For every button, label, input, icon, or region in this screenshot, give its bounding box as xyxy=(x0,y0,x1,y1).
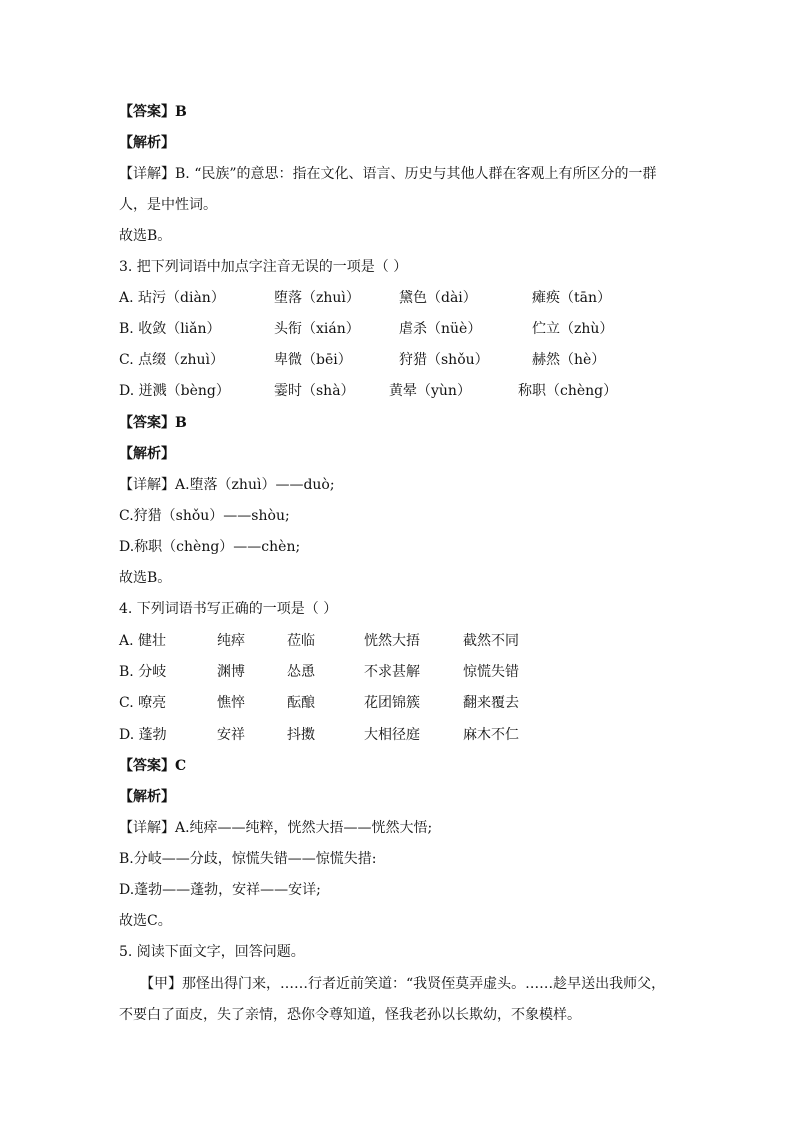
q2-analysis-heading: 【解析】 xyxy=(119,135,175,151)
option-item: 纯瘁 xyxy=(217,633,245,649)
option-item: 酝酿 xyxy=(287,695,315,711)
q4-conclusion: 故选C。 xyxy=(119,913,172,929)
option-item: 抖擞 xyxy=(287,727,315,743)
option-item: 赫然（hè） xyxy=(532,352,606,368)
q4-option-d xyxy=(119,725,679,745)
q2-detail-line1: 【详解】B. “民族”的意思：指在文化、语言、历史与其他人群在客观上有所区分的一群 xyxy=(119,166,657,182)
option-item: 惊慌失错 xyxy=(463,664,519,680)
q3-detail-line: D.称职（chèng）——chèn; xyxy=(119,539,301,555)
option-item: C. 点缀（zhuì） xyxy=(119,352,224,368)
q2-conclusion: 故选B。 xyxy=(119,228,172,244)
q3-conclusion: 故选B。 xyxy=(119,570,172,586)
q3-option-b xyxy=(119,319,679,339)
option-item: 怂恿 xyxy=(287,664,315,680)
q4-analysis-heading: 【解析】 xyxy=(119,789,175,805)
option-item: 狩猎（shǒu） xyxy=(399,352,489,368)
option-item: 恍然大捂 xyxy=(364,633,420,649)
q4-option-c xyxy=(119,693,679,713)
option-item: 黛色（dài） xyxy=(399,290,477,306)
q4-stem: 4. 下列词语书写正确的一项是（ ） xyxy=(119,601,338,617)
q5-passage: 【甲】那怪出得门来，……行者近前笑道：“我贤侄莫弄虚头。……趁早送出我师父，不要白了面皮，失了亲情，恐你令尊知道，怪我老孙以长欺幼，不象模样。 xyxy=(119,976,666,1023)
q5-stem: 5. 阅读下面文字，回答问题。 xyxy=(119,944,305,960)
option-item: 瘫痪（tān） xyxy=(532,290,611,306)
q3-option-c xyxy=(119,350,679,370)
option-item: A. 玷污（diàn） xyxy=(119,290,225,306)
q4-detail-line: B.分岐——分歧，惊慌失错——惊慌失措: xyxy=(119,851,377,867)
option-item: 翻来覆去 xyxy=(463,695,519,711)
option-item: 花团锦簇 xyxy=(364,695,420,711)
option-item: A. 健壮 xyxy=(119,633,167,649)
option-item: 称职（chèng） xyxy=(518,383,618,399)
option-item: 大相径庭 xyxy=(364,727,420,743)
option-item: B. 分岐 xyxy=(119,664,167,680)
q4-detail-line: D.蓬勃——蓬勃，安祥——安详; xyxy=(119,882,321,898)
option-item: 截然不同 xyxy=(463,633,519,649)
q4-answer: 【答案】C xyxy=(119,758,187,774)
option-item: 憔悴 xyxy=(217,695,245,711)
q4-detail-line: 【详解】A.纯瘁——纯粹，恍然大捂——恍然大悟; xyxy=(119,820,433,836)
option-item: 堕落（zhuì） xyxy=(274,290,360,306)
option-item: D. 迸溅（bèng） xyxy=(119,383,230,399)
option-item: 渊博 xyxy=(217,664,245,680)
q3-option-d xyxy=(119,381,679,401)
option-item: 伫立（zhù） xyxy=(532,321,614,337)
option-item: 头衔（xián） xyxy=(274,321,360,337)
option-item: 卑微（bēi） xyxy=(274,352,352,368)
q4-option-a xyxy=(119,631,679,651)
q2-answer: 【答案】B xyxy=(119,104,187,120)
option-item: C. 嘹亮 xyxy=(119,695,167,711)
q3-detail-line: C.狩猎（shǒu）——shòu; xyxy=(119,508,290,524)
option-item: 安祥 xyxy=(217,727,245,743)
q3-detail-line: 【详解】A.堕落（zhuì）——duò; xyxy=(119,477,335,493)
option-item: 霎时（shà） xyxy=(274,383,355,399)
option-item: 不求甚解 xyxy=(364,664,420,680)
q4-option-b xyxy=(119,662,679,682)
q3-stem: 3. 把下列词语中加点字注音无误的一项是（ ） xyxy=(119,259,408,275)
q3-answer: 【答案】B xyxy=(119,415,187,431)
q2-detail-line2: 人，是中性词。 xyxy=(119,197,217,213)
option-item: B. 收敛（liǎn） xyxy=(119,321,221,337)
option-item: D. 蓬勃 xyxy=(119,727,167,743)
q3-analysis-heading: 【解析】 xyxy=(119,446,175,462)
option-item: 麻木不仁 xyxy=(463,727,519,743)
q3-option-a xyxy=(119,288,679,308)
option-item: 莅临 xyxy=(287,633,315,649)
option-item: 黄晕（yùn） xyxy=(389,383,471,399)
option-item: 虐杀（nüè） xyxy=(399,321,482,337)
